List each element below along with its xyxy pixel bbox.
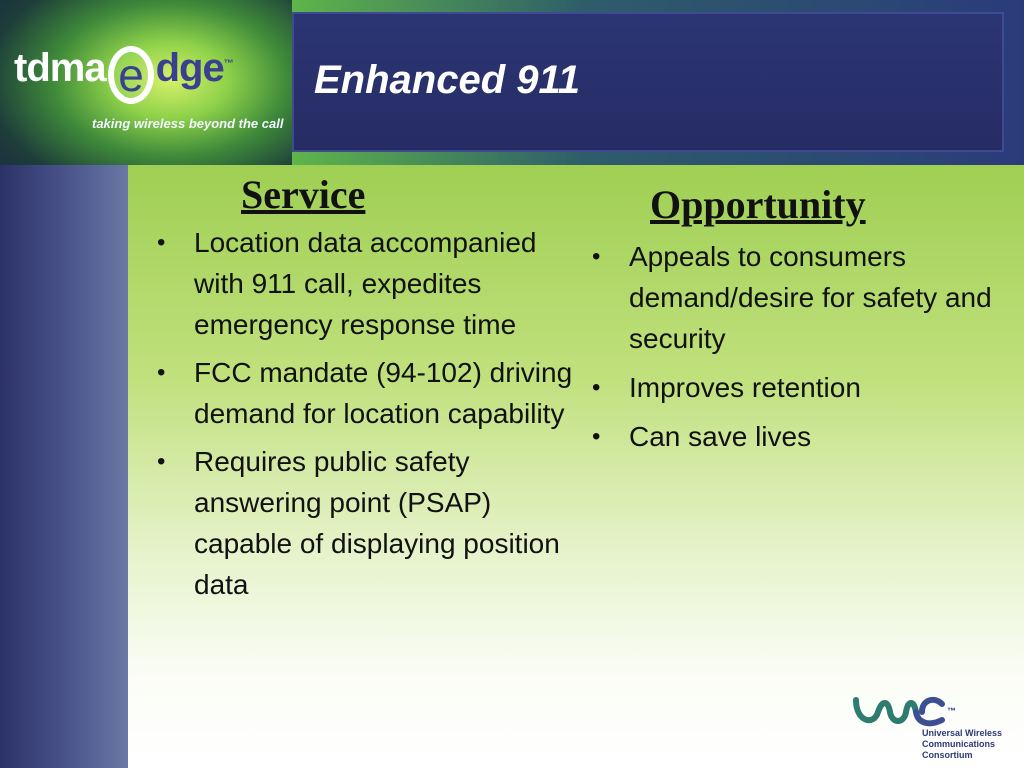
logo-tagline: taking wireless beyond the call [92,116,284,131]
opportunity-bullet-text: Appeals to consumers demand/desire for safety and security [629,241,992,354]
uwc-name-line: Communications [922,739,996,749]
logo-e-icon: e [108,46,154,104]
service-heading: Service [241,172,366,217]
opportunity-bullet [590,367,1000,408]
opportunity-heading: Opportunity [650,182,866,227]
content-area [128,165,1024,768]
service-column [155,171,585,612]
opportunity-bullet-text: Improves retention [629,372,861,403]
service-bullet-text: FCC mandate (94-102) driving demand for location capability [194,357,573,429]
logo-trademark: ™ [223,58,233,70]
title-panel [292,12,1004,152]
logo-part-tdma: tdma [14,46,106,90]
service-bullet-text: Location data accompanied with 911 call, expedites emergency response time [194,227,537,340]
slide-title: Enhanced 911 [314,58,581,102]
opportunity-column [590,181,1000,465]
bullet-dot-icon: • [157,448,166,475]
service-bullet-text: Requires public safety answering point (PSAP) capable of displaying position data [194,446,560,600]
header-band [0,0,1024,165]
bullet-dot-icon: • [592,243,601,270]
bullet-dot-icon: • [592,423,601,450]
opportunity-bullet [590,416,1000,457]
logo-part-dge: dge [155,46,224,90]
bullet-dot-icon: • [592,374,601,401]
service-bullet [155,441,585,605]
service-bullet [155,352,585,434]
opportunity-bullet-text: Can save lives [629,421,812,452]
bullet-dot-icon: • [157,359,166,386]
uwc-logo [852,688,1020,764]
uwc-name-line: Consortium [922,750,973,760]
service-bullet [155,222,585,345]
uwc-trademark: ™ [947,706,956,716]
logo-wordmark [14,46,233,104]
opportunity-bullet [590,236,1000,359]
bullet-dot-icon: • [157,229,166,256]
uwc-swirl-icon [852,692,952,732]
side-stripe [0,165,128,768]
uwc-name [922,728,1002,761]
opportunity-bullet-list [590,236,1000,457]
service-bullet-list [155,222,585,605]
uwc-name-line: Universal Wireless [922,728,1002,738]
tdma-edge-logo [0,0,292,165]
